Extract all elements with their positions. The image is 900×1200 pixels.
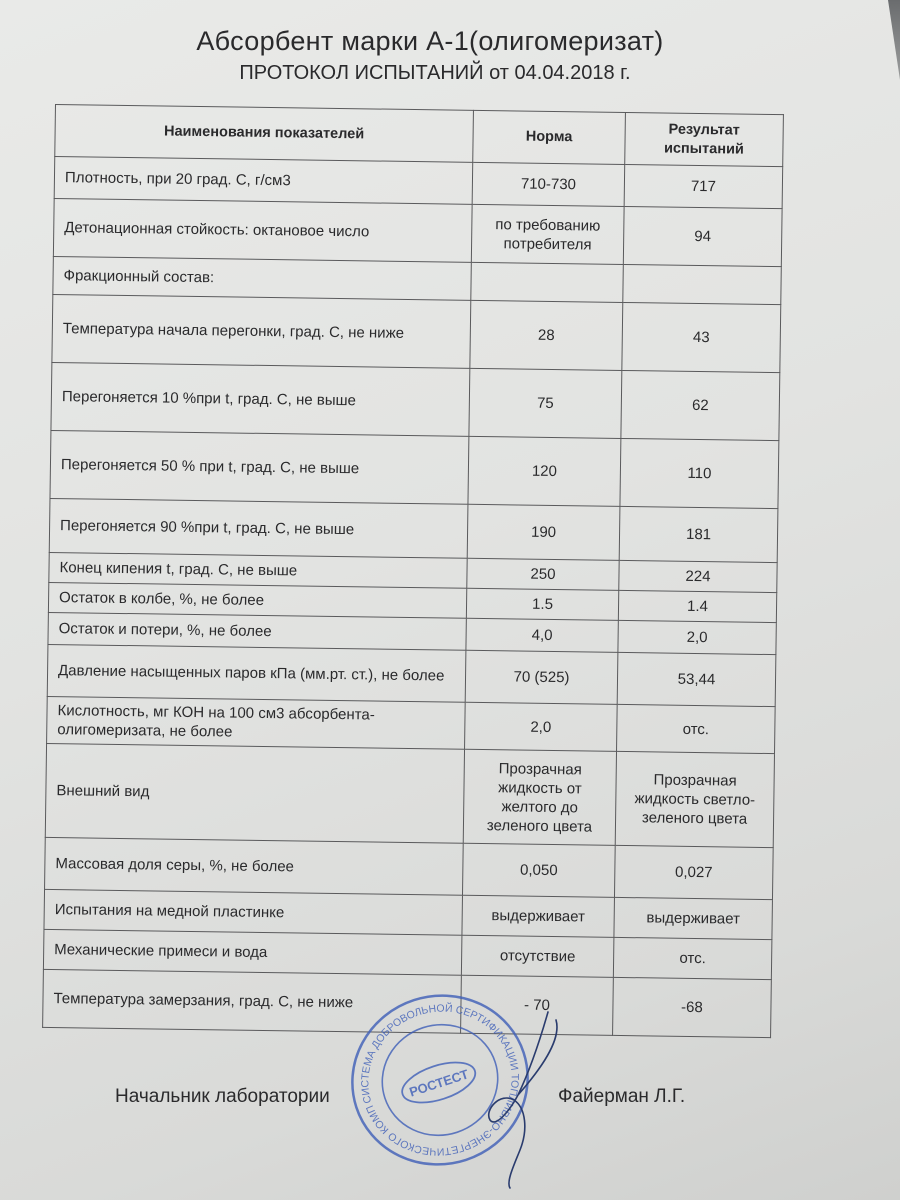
column-header-result: Результат испытаний: [625, 112, 784, 166]
row-name: Фракционный состав:: [53, 256, 471, 300]
row-name: Перегоняется 10 %при t, град. С, не выше: [51, 362, 470, 436]
row-name: Детонационная стойкость: октановое число: [53, 198, 472, 262]
row-norm: - 70: [461, 975, 614, 1035]
row-norm: 250: [467, 558, 619, 590]
column-header-norm: Норма: [473, 110, 626, 164]
row-result: 94: [623, 206, 782, 266]
table-row: [51, 362, 780, 440]
table-body: [43, 157, 783, 1038]
signatory-position: Начальник лаборатории: [115, 1086, 330, 1107]
row-norm: выдерживает: [462, 895, 615, 937]
stamp-center-text: РОСТЕСТ: [407, 1066, 471, 1100]
row-name: Механические примеси и вода: [43, 929, 462, 975]
table-row: [50, 430, 779, 508]
row-name: Конец кипения t, град. С, не выше: [49, 552, 467, 588]
table-row: [52, 294, 781, 372]
row-norm: 0,050: [462, 843, 615, 897]
table-row: [53, 198, 782, 266]
row-result: выдерживает: [614, 897, 773, 939]
row-norm: 28: [470, 300, 623, 370]
row-norm: 70 (525): [465, 650, 618, 704]
row-name: Давление насыщенных паров кПа (мм.рт. ст.), не более: [47, 644, 466, 702]
row-result: 53,44: [617, 652, 776, 706]
row-result: 2,0: [618, 620, 776, 654]
row-norm: 120: [468, 436, 621, 506]
row-name: Температура замерзания, град. С, не ниже: [43, 969, 462, 1033]
row-name: Испытания на медной пластинке: [44, 889, 463, 935]
row-result: отс.: [617, 704, 776, 753]
row-norm: 710-730: [472, 162, 625, 206]
row-name: Внешний вид: [45, 743, 464, 843]
row-norm: 4,0: [466, 618, 618, 652]
row-result: 62: [621, 370, 780, 440]
row-norm: [471, 262, 624, 302]
row-name: Перегоняется 90 %при t, град. С, не выше: [49, 498, 468, 558]
row-result: 717: [624, 164, 783, 208]
row-result: 0,027: [614, 845, 773, 899]
row-norm: отсутствие: [461, 935, 614, 977]
row-name: Перегоняется 50 % при t, град. С, не выше: [50, 430, 469, 504]
row-name: Остаток и потери, %, не более: [48, 612, 466, 650]
row-norm: 75: [469, 368, 622, 438]
row-result: -68: [613, 977, 772, 1037]
row-result: 181: [619, 506, 778, 562]
row-norm: по требованию потребителя: [471, 204, 624, 264]
column-header-name: Наименования показателей: [55, 105, 474, 163]
row-name: Плотность, при 20 град. С, г/см3: [54, 157, 473, 205]
row-norm: Прозрачная жидкость от желтого до зеленого цвета: [463, 749, 616, 845]
document-title: Абсорбент марки А-1(олигомеризат): [196, 26, 664, 56]
row-name: Температура начала перегонки, град. С, не ниже: [52, 294, 471, 368]
test-results-table: [42, 104, 784, 1038]
row-result: 224: [619, 560, 777, 592]
signatory-name: Файерман Л.Г.: [558, 1086, 686, 1107]
row-result: 110: [620, 438, 779, 508]
row-name: Кислотность, мг КОН на 100 см3 абсорбента-олигомеризата, не более: [47, 696, 466, 749]
stamp-ring-text: СИСТЕМА ДОБРОВОЛЬНОЙ СЕРТИФИКАЦИИ ТОПЛИВНО-ЭНЕРГЕТИЧЕСКОГО КОМПЛЕКСА: [359, 1002, 521, 1158]
row-norm: 2,0: [465, 702, 618, 751]
document-subtitle: ПРОТОКОЛ ИСПЫТАНИЙ от 04.04.2018 г.: [239, 62, 631, 84]
row-name: Массовая доля серы, %, не более: [45, 837, 464, 895]
page-corner: [870, 0, 900, 80]
row-name: Остаток в колбе, %, не более: [48, 582, 466, 618]
row-result: 43: [622, 302, 781, 372]
row-result: [623, 264, 782, 304]
row-result: отс.: [613, 937, 772, 979]
row-norm: 1.5: [466, 588, 618, 620]
row-result: Прозрачная жидкость светло-зеленого цвета: [615, 751, 774, 847]
table-row: [45, 743, 774, 847]
row-result: 1.4: [618, 590, 776, 622]
handwritten-signature: [470, 1000, 580, 1190]
row-norm: 190: [467, 504, 620, 560]
